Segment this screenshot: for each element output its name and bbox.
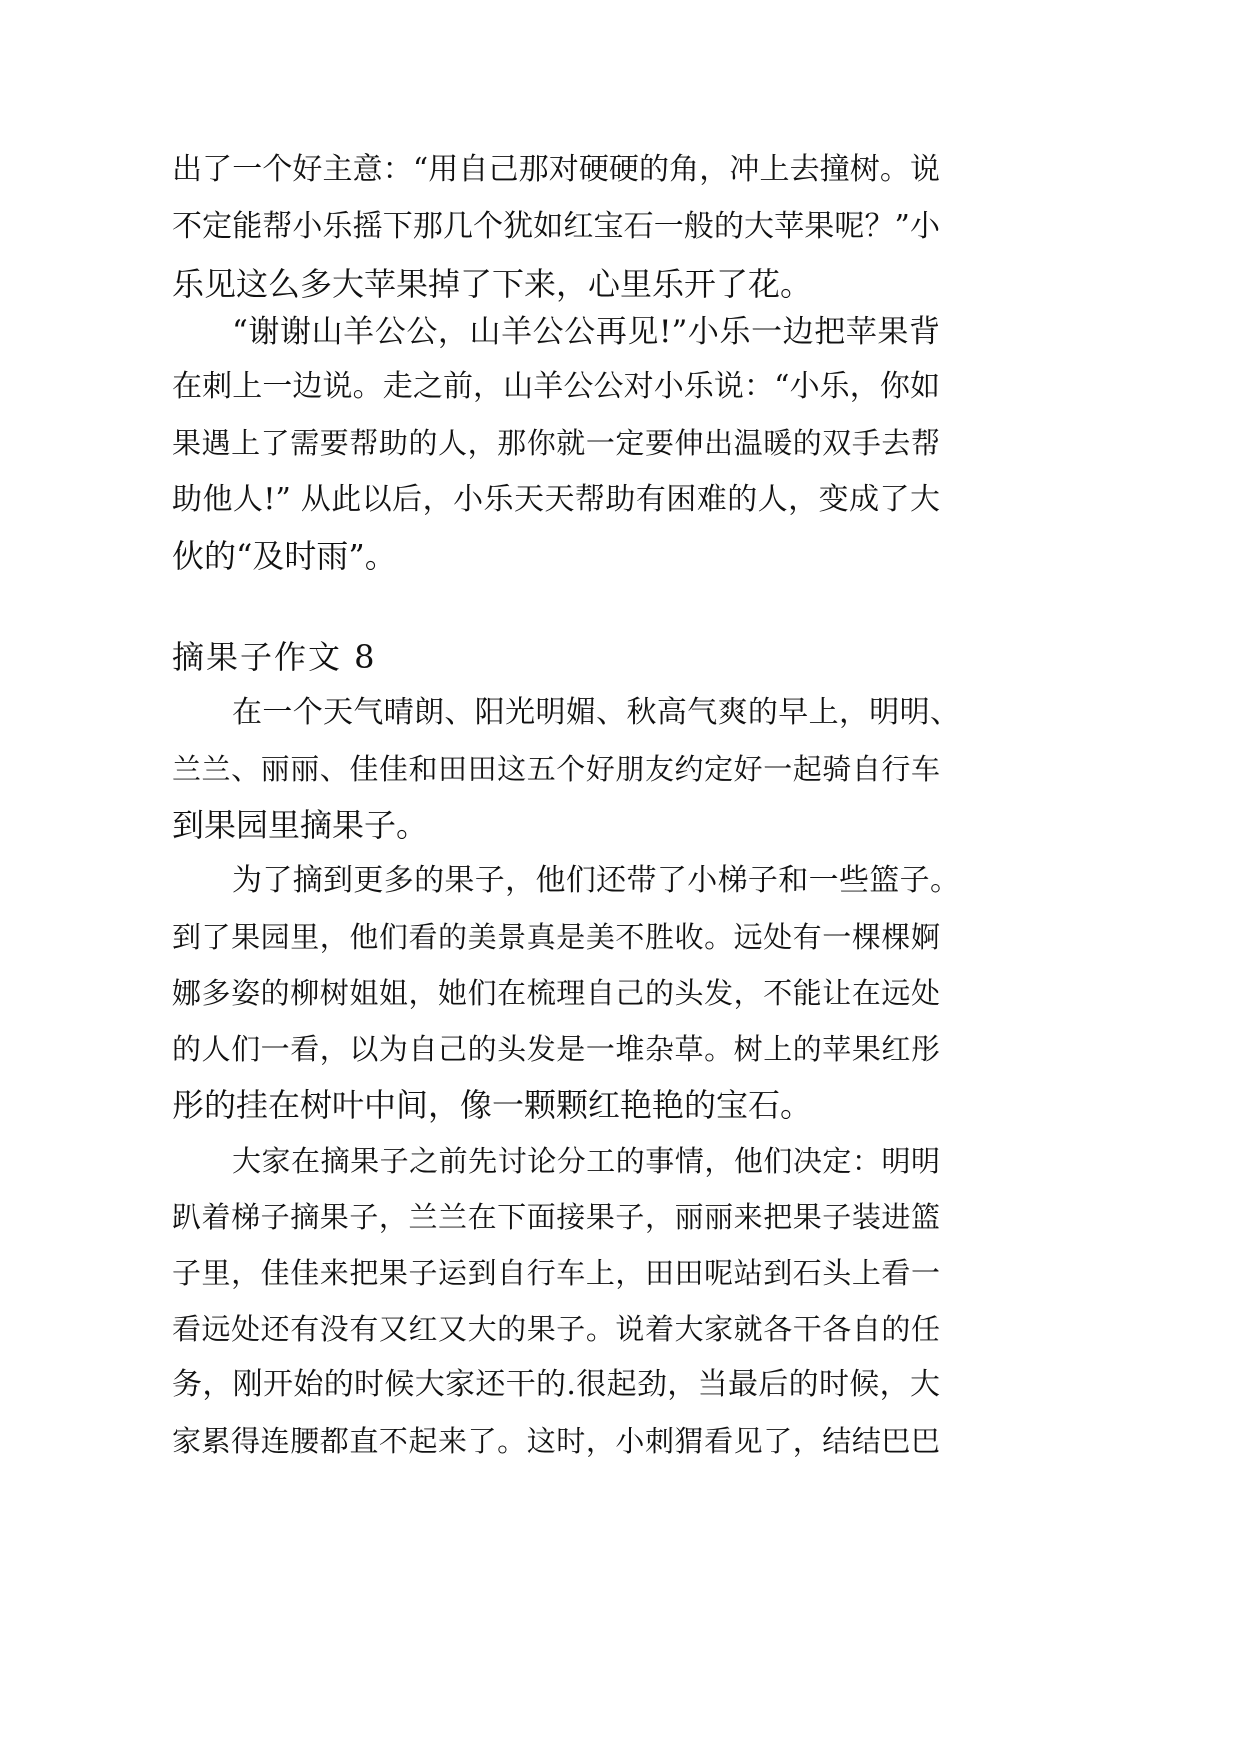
text-line: 兰兰、丽丽、佳佳和田田这五个好朋友约定好一起骑自行车 (172, 752, 940, 786)
text-line: 不定能帮小乐摇下那几个犹如红宝石一般的大苹果呢？”小 (172, 209, 940, 244)
text-line: 大家在摘果子之前先讨论分工的事情，他们决定：明明 (232, 1144, 940, 1178)
text-line: 果遇上了需要帮助的人，那你就一定要伸出温暖的双手去帮 (172, 426, 940, 460)
section-title: 摘果子作文 8 (172, 638, 377, 676)
text-line: 务，刚开始的时候大家还干的.很起劲，当最后的时候，大 (172, 1367, 940, 1402)
text-line: 伙的“及时雨”。 (172, 537, 397, 575)
text-line: 在一个天气晴朗、阳光明媚、秋高气爽的早上，明明、 (232, 695, 960, 730)
text-line: 看远处还有没有又红又大的果子。说着大家就各干各自的任 (172, 1312, 940, 1346)
text-line: 子里，佳佳来把果子运到自行车上，田田呢站到石头上看一 (172, 1256, 940, 1290)
text-line: 趴着梯子摘果子，兰兰在下面接果子，丽丽来把果子装进篮 (172, 1200, 940, 1234)
text-line: 助他人!” 从此以后，小乐天天帮助有困难的人，变成了大 (172, 482, 940, 517)
text-line: 到了果园里，他们看的美景真是美不胜收。远处有一棵棵婀 (172, 920, 940, 954)
text-line: 乐见这么多大苹果掉了下来，心里乐开了花。 (172, 265, 813, 303)
text-line: “谢谢山羊公公，山羊公公再见!”小乐一边把苹果背 (232, 314, 940, 350)
text-line: 娜多姿的柳树姐姐，她们在梳理自己的头发，不能让在远处 (172, 976, 940, 1010)
text-line: 家累得连腰都直不起来了。这时，小刺猬看见了，结结巴巴 (172, 1424, 940, 1458)
text-line: 彤的挂在树叶中间，像一颗颗红艳艳的宝石。 (172, 1086, 813, 1124)
text-line: 在刺上一边说。走之前，山羊公公对小乐说：“小乐，你如 (172, 369, 940, 404)
text-line: 为了摘到更多的果子，他们还带了小梯子和一些篮子。 (232, 863, 960, 898)
text-line: 的人们一看，以为自己的头发是一堆杂草。树上的苹果红彤 (172, 1032, 940, 1066)
text-line: 出了一个好主意：“用自己那对硬硬的角，冲上去撞树。说 (172, 152, 940, 187)
text-line: 到果园里摘果子。 (172, 806, 429, 844)
